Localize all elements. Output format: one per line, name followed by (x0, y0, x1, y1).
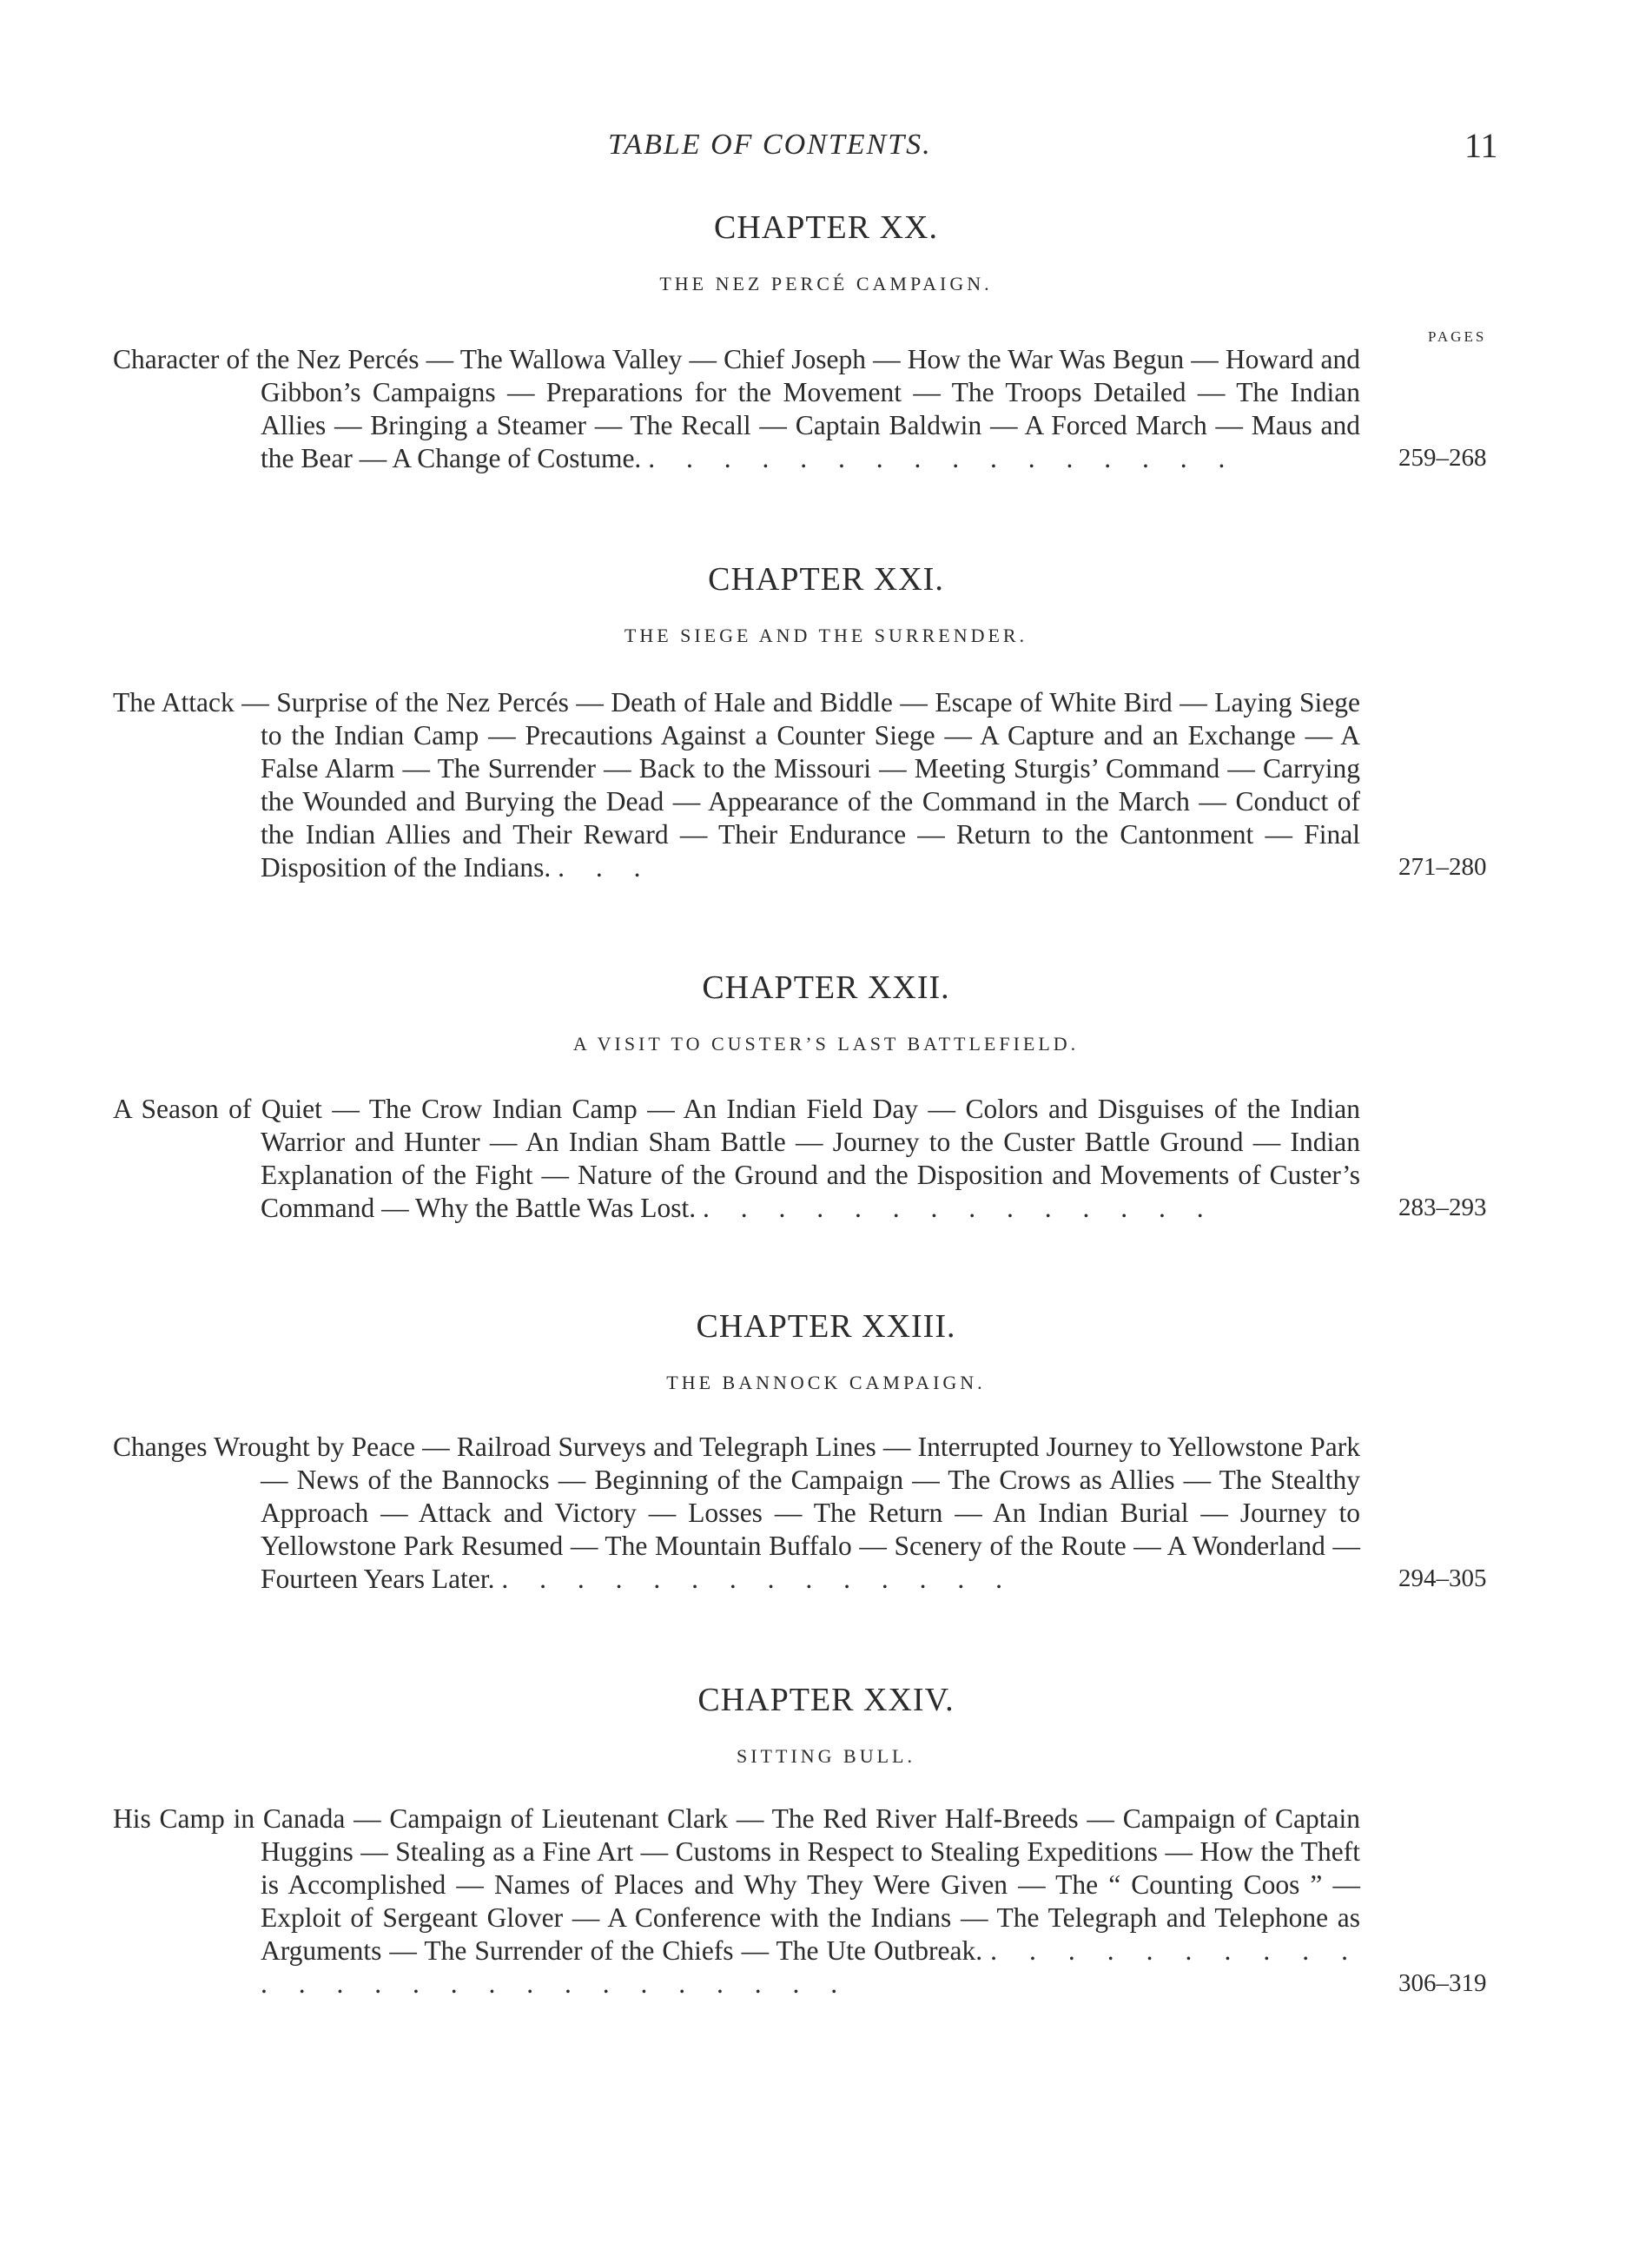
chapter-summary (113, 1093, 1360, 1225)
summary-text: The Attack — Surprise of the Nez Percés — Death of Hale and Biddle — Escape of White Bird — Laying Siege to the Indian Camp — Precautions Against a Counter Siege — A Capture and an Exchange — A False Alarm — The Surrender — Back to the Missouri — Meeting Sturgis’ Command — Carrying the Wounded and Burying the Dead — Appearance of the Command in the March — Conduct of the Indian Allies and Their Reward — Their Endurance — Return to the Cantonment — Final Disposition of the Indians. (113, 687, 1360, 883)
running-title: TABLE OF CONTENTS. (608, 129, 932, 161)
dot-leader: . . . . . . . . . . . . . . (501, 1564, 1014, 1594)
dot-leader: . . . . . . . . . . . . . . . . . . . . . . . . . . (261, 1935, 1360, 1999)
chapter-heading: CHAPTER XXIII. (696, 1308, 956, 1345)
dot-leader: . . . . . . . . . . . . . . . . (648, 443, 1238, 473)
chapter-xxi (0, 560, 1652, 647)
running-head (0, 126, 1652, 181)
chapter-subtitle: THE NEZ PERCÉ CAMPAIGN. (659, 273, 993, 294)
chapter-summary (113, 686, 1360, 884)
page-range: 306–319 (1398, 1969, 1487, 1997)
chapter-heading: CHAPTER XXI. (708, 561, 944, 598)
chapter-heading: CHAPTER XXIV. (697, 1682, 955, 1718)
summary-text: Changes Wrought by Peace — Railroad Surveys and Telegraph Lines — Interrupted Journey to Yellowstone Park — News of the Bannocks — Beginning of the Campaign — The Crows as Allies — The Stealthy Approach — Attack and Victory — Losses — The Return — An Indian Burial — Journey to Yellowstone Park Resumed — The Mountain Buffalo — Scenery of the Route — A Wonderland — Fourteen Years Later. (113, 1432, 1360, 1594)
chapter-summary (113, 1802, 1360, 2001)
chapter-heading: CHAPTER XXII. (702, 969, 950, 1006)
summary-text: His Camp in Canada — Campaign of Lieutenant Clark — The Red River Half-Breeds — Campaign of Captain Huggins — Stealing as a Fine Art — Customs in Respect to Stealing Expeditions — How the Theft is Accomplished — Names of Places and Why They Were Given — The “ Counting Coos ” — Exploit of Sergeant Glover — A Conference with the Indians — The Telegraph and Telephone as Arguments — The Surrender of the Chiefs — The Ute Outbreak. (113, 1803, 1360, 1966)
chapter-xxii (0, 969, 1652, 1055)
chapter-xxiii (0, 1307, 1652, 1394)
dot-leader: . . . (558, 852, 653, 883)
chapter-summary (113, 1431, 1360, 1596)
pages-column-label: PAGES (1428, 328, 1487, 345)
page-number: 11 (1464, 126, 1498, 165)
chapter-xx (0, 208, 1652, 295)
chapter-subtitle: SITTING BULL. (737, 1745, 915, 1767)
chapter-xxiv (0, 1681, 1652, 1768)
dot-leader: . . . . . . . . . . . . . . (703, 1193, 1216, 1223)
summary-text: Character of the Nez Percés — The Wallowa Valley — Chief Joseph — How the War Was Begun — Howard and Gibbon’s Campaigns — Preparations for the Movement — The Troops Detailed — The Indian Allies — Bringing a Steamer — The Recall — Captain Baldwin — A Forced March — Maus and the Bear — A Change of Costume. (113, 344, 1360, 473)
chapter-heading: CHAPTER XX. (713, 209, 939, 246)
chapter-subtitle: A VISIT TO CUSTER’S LAST BATTLEFIELD. (572, 1033, 1080, 1055)
chapter-summary (113, 343, 1360, 475)
chapter-subtitle: THE BANNOCK CAMPAIGN. (666, 1372, 986, 1393)
page-range: 259–268 (1398, 444, 1487, 472)
page-range: 283–293 (1398, 1194, 1487, 1221)
summary-text: A Season of Quiet — The Crow Indian Camp — An Indian Field Day — Colors and Disguises of the Indian Warrior and Hunter — An Indian Sham Battle — Journey to the Custer Battle Ground — Indian Explanation of the Fight — Nature of the Ground and the Disposition and Movements of Custer’s Command — Why the Battle Was Lost. (113, 1094, 1360, 1223)
chapter-subtitle: THE SIEGE AND THE SURRENDER. (624, 625, 1028, 646)
page-range: 294–305 (1398, 1564, 1487, 1592)
page-range: 271–280 (1398, 853, 1487, 881)
